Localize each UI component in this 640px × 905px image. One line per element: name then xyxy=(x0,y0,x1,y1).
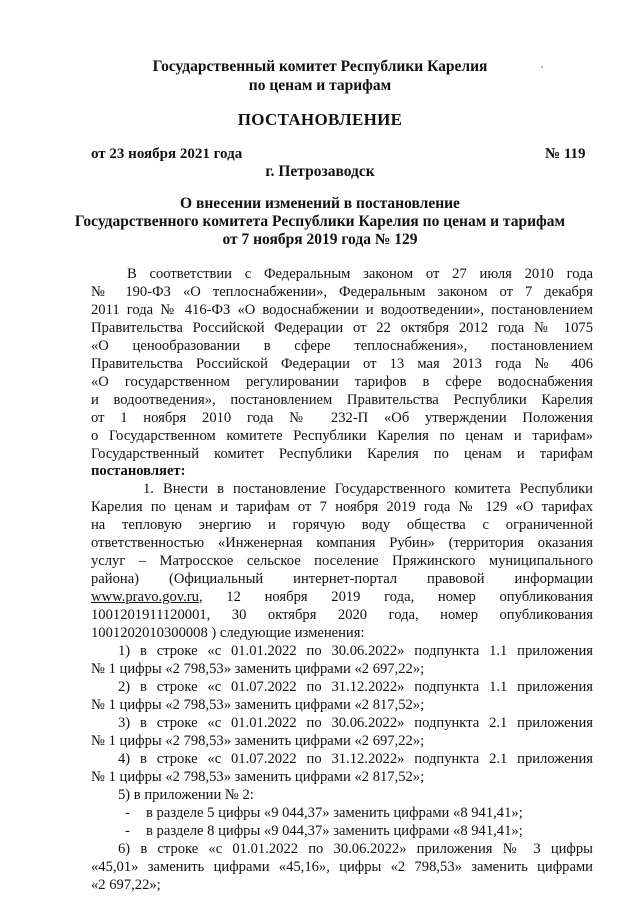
doc-type-title: ПОСТАНОВЛЕНИЕ xyxy=(237,110,403,129)
preamble-line: от 1 ноября 2010 года № 232-П «Об утверждении Положения xyxy=(91,410,593,426)
item6-line: 6) в строке «с 01.01.2022 по 30.06.2022» приложения № 3 цифры xyxy=(118,841,593,857)
bullet-dash: - xyxy=(125,805,130,821)
item1-portal-line xyxy=(91,589,593,606)
preamble-line: и водоотведения», постановлением Правительства Республики Карелия xyxy=(91,392,593,408)
preamble-line: «О ценообразовании в сфере теплоснабжения», постановлением xyxy=(91,338,593,354)
preamble-line: «О государственном регулировании тарифов в сфере водоснабжения xyxy=(91,374,593,390)
item1-line: 1. Внести в постановление Государственного комитета Республики xyxy=(143,481,593,497)
item1-line: Карелия по ценам и тарифам от 7 ноября 2019 года № 129 «О тарифах xyxy=(91,499,593,515)
preamble-line: Правительства Российской Федерации от 13 мая 2013 года № 406 xyxy=(91,356,593,372)
subitem-line: 3) в строке «с 01.01.2022 по 30.06.2022» подпункта 2.1 приложения xyxy=(118,715,593,731)
preamble-line: Правительства Российской Федерации от 22 октября 2012 года № 1075 xyxy=(91,320,593,336)
subitem-line: 1) в строке «с 01.01.2022 по 30.06.2022» подпункта 1.1 приложения xyxy=(118,643,593,659)
preamble-line: № 190-ФЗ «О теплоснабжении», Федеральным законом от 7 декабря xyxy=(91,284,593,300)
subitem-line: № 1 цифры «2 798,53» заменить цифрами «2 817,52»; xyxy=(91,769,425,785)
item1-line: района) (Официальный интернет-портал правовой информации xyxy=(91,571,593,587)
portal-link[interactable]: www.pravo.gov.ru xyxy=(91,589,199,605)
item1-line: 1001202010300008 ) следующие изменения: xyxy=(91,625,365,641)
preamble-line: 2011 года № 416-ФЗ «О водоснабжении и водоотведении», постановлением xyxy=(91,302,593,318)
bullet-item: в разделе 5 цифры «9 044,37» заменить цифрами «8 941,41»; xyxy=(146,805,523,821)
item1-line: услуг – Матросское сельское поселение Пряжинского муниципального xyxy=(91,553,593,569)
item1-line: ответственностью «Инженерная компания Рубин» (территория оказания xyxy=(91,535,593,551)
portal-rest: , 12 ноября 2019 года, номер опубликования xyxy=(198,589,593,605)
doc-city: г. Петрозаводск xyxy=(265,163,375,180)
subject-line3: от 7 ноября 2019 года № 129 xyxy=(222,231,418,248)
org-name-line1: Государственный комитет Республики Карелия xyxy=(152,58,488,75)
item1-line: 1001201911120001, 30 октября 2020 года, номер опубликования xyxy=(91,607,593,623)
doc-number: № 119 xyxy=(545,146,586,162)
subitem-line: № 1 цифры «2 798,53» заменить цифрами «2 697,22»; xyxy=(91,661,425,677)
item5-label: 5) в приложении № 2: xyxy=(118,787,254,803)
subject-line1: О внесении изменений в постановление xyxy=(180,195,460,212)
bullet-item: в разделе 8 цифры «9 044,37» заменить цифрами «8 941,41»; xyxy=(146,823,523,839)
subitem-line: 2) в строке «с 01.07.2022 по 31.12.2022» подпункта 1.1 приложения xyxy=(118,679,593,695)
doc-date: от 23 ноября 2021 года xyxy=(91,146,243,162)
subitem-line: № 1 цифры «2 798,53» заменить цифрами «2 697,22»; xyxy=(91,733,425,749)
item1-line: на тепловую энергию и горячую воду общества с ограниченной xyxy=(91,517,593,533)
preamble-line: о Государственном комитете Республики Карелия по ценам и тарифам» xyxy=(91,428,593,444)
org-name-line2: по ценам и тарифам xyxy=(248,77,392,94)
preamble-line: Государственный комитет Республики Карелия по ценам и тарифам xyxy=(91,446,593,462)
subject-line2: Государственного комитета Республики Карелия по ценам и тарифам xyxy=(74,213,566,230)
preamble-line: В соответствии с Федеральным законом от 27 июля 2010 года xyxy=(127,266,593,282)
bullet-dash: - xyxy=(125,823,130,839)
item6-line: «2 697,22»; xyxy=(91,877,161,893)
subitem-line: № 1 цифры «2 798,53» заменить цифрами «2 817,52»; xyxy=(91,697,425,713)
resolves-word: постановляет: xyxy=(91,463,186,479)
item6-line: «45,01» заменить цифрами «45,16», цифры «2 798,53» заменить цифрами xyxy=(91,859,593,875)
subitem-line: 4) в строке «с 01.07.2022 по 31.12.2022» подпункта 2.1 приложения xyxy=(118,751,593,767)
